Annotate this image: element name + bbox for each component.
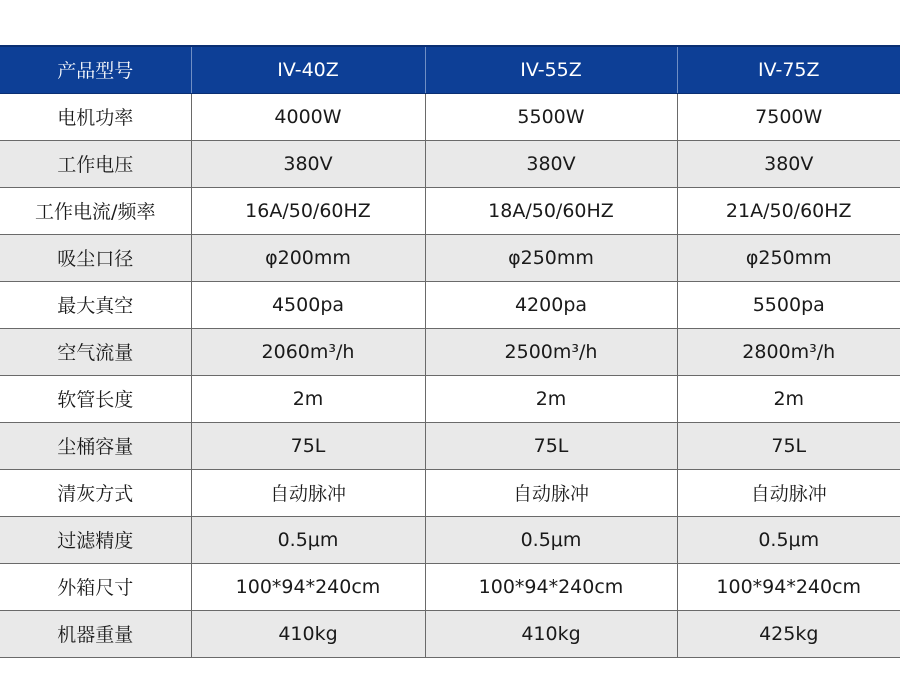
table-row	[0, 281, 900, 328]
row-value: 2m	[677, 375, 900, 422]
row-label: 工作电压	[0, 140, 191, 187]
row-value: 0.5μm	[191, 516, 425, 563]
row-value: 0.5μm	[677, 516, 900, 563]
row-value: 380V	[425, 140, 677, 187]
row-value: 0.5μm	[425, 516, 677, 563]
row-label: 电机功率	[0, 93, 191, 140]
header-row	[0, 46, 900, 93]
table-row	[0, 93, 900, 140]
row-value: 2m	[425, 375, 677, 422]
row-label: 外箱尺寸	[0, 563, 191, 610]
row-value: 2m	[191, 375, 425, 422]
table-row	[0, 610, 900, 657]
row-value: φ200mm	[191, 234, 425, 281]
row-value: 410kg	[425, 610, 677, 657]
row-value: 380V	[677, 140, 900, 187]
header-model-cell: IV-75Z	[677, 46, 900, 93]
row-label: 吸尘口径	[0, 234, 191, 281]
row-label: 过滤精度	[0, 516, 191, 563]
table-row	[0, 328, 900, 375]
row-value: 410kg	[191, 610, 425, 657]
row-value: 5500pa	[677, 281, 900, 328]
table-row	[0, 375, 900, 422]
row-label: 工作电流/频率	[0, 187, 191, 234]
table-row	[0, 234, 900, 281]
table-row	[0, 516, 900, 563]
row-value: 5500W	[425, 93, 677, 140]
row-value: 自动脉冲	[191, 469, 425, 516]
table-row	[0, 469, 900, 516]
row-value: 自动脉冲	[677, 469, 900, 516]
row-value: 自动脉冲	[425, 469, 677, 516]
row-value: 18A/50/60HZ	[425, 187, 677, 234]
row-value: 100*94*240cm	[191, 563, 425, 610]
row-label: 尘桶容量	[0, 422, 191, 469]
row-value: 75L	[677, 422, 900, 469]
row-value: 425kg	[677, 610, 900, 657]
table-row	[0, 563, 900, 610]
row-value: 21A/50/60HZ	[677, 187, 900, 234]
row-label: 最大真空	[0, 281, 191, 328]
row-value: 75L	[425, 422, 677, 469]
row-value: 2500m³/h	[425, 328, 677, 375]
header-model-cell: IV-55Z	[425, 46, 677, 93]
row-value: 75L	[191, 422, 425, 469]
row-value: 4500pa	[191, 281, 425, 328]
table-header	[0, 46, 900, 93]
row-value: 16A/50/60HZ	[191, 187, 425, 234]
row-label: 软管长度	[0, 375, 191, 422]
table-body	[0, 93, 900, 657]
row-value: 380V	[191, 140, 425, 187]
row-value: 2060m³/h	[191, 328, 425, 375]
row-value: 4000W	[191, 93, 425, 140]
row-value: φ250mm	[425, 234, 677, 281]
row-label: 机器重量	[0, 610, 191, 657]
spec-table	[0, 45, 900, 658]
row-label: 空气流量	[0, 328, 191, 375]
header-model-cell: IV-40Z	[191, 46, 425, 93]
table-row	[0, 422, 900, 469]
row-label: 清灰方式	[0, 469, 191, 516]
table-row	[0, 187, 900, 234]
table-row	[0, 140, 900, 187]
row-value: φ250mm	[677, 234, 900, 281]
row-value: 4200pa	[425, 281, 677, 328]
row-value: 100*94*240cm	[677, 563, 900, 610]
header-label-cell: 产品型号	[0, 46, 191, 93]
row-value: 7500W	[677, 93, 900, 140]
row-value: 100*94*240cm	[425, 563, 677, 610]
row-value: 2800m³/h	[677, 328, 900, 375]
